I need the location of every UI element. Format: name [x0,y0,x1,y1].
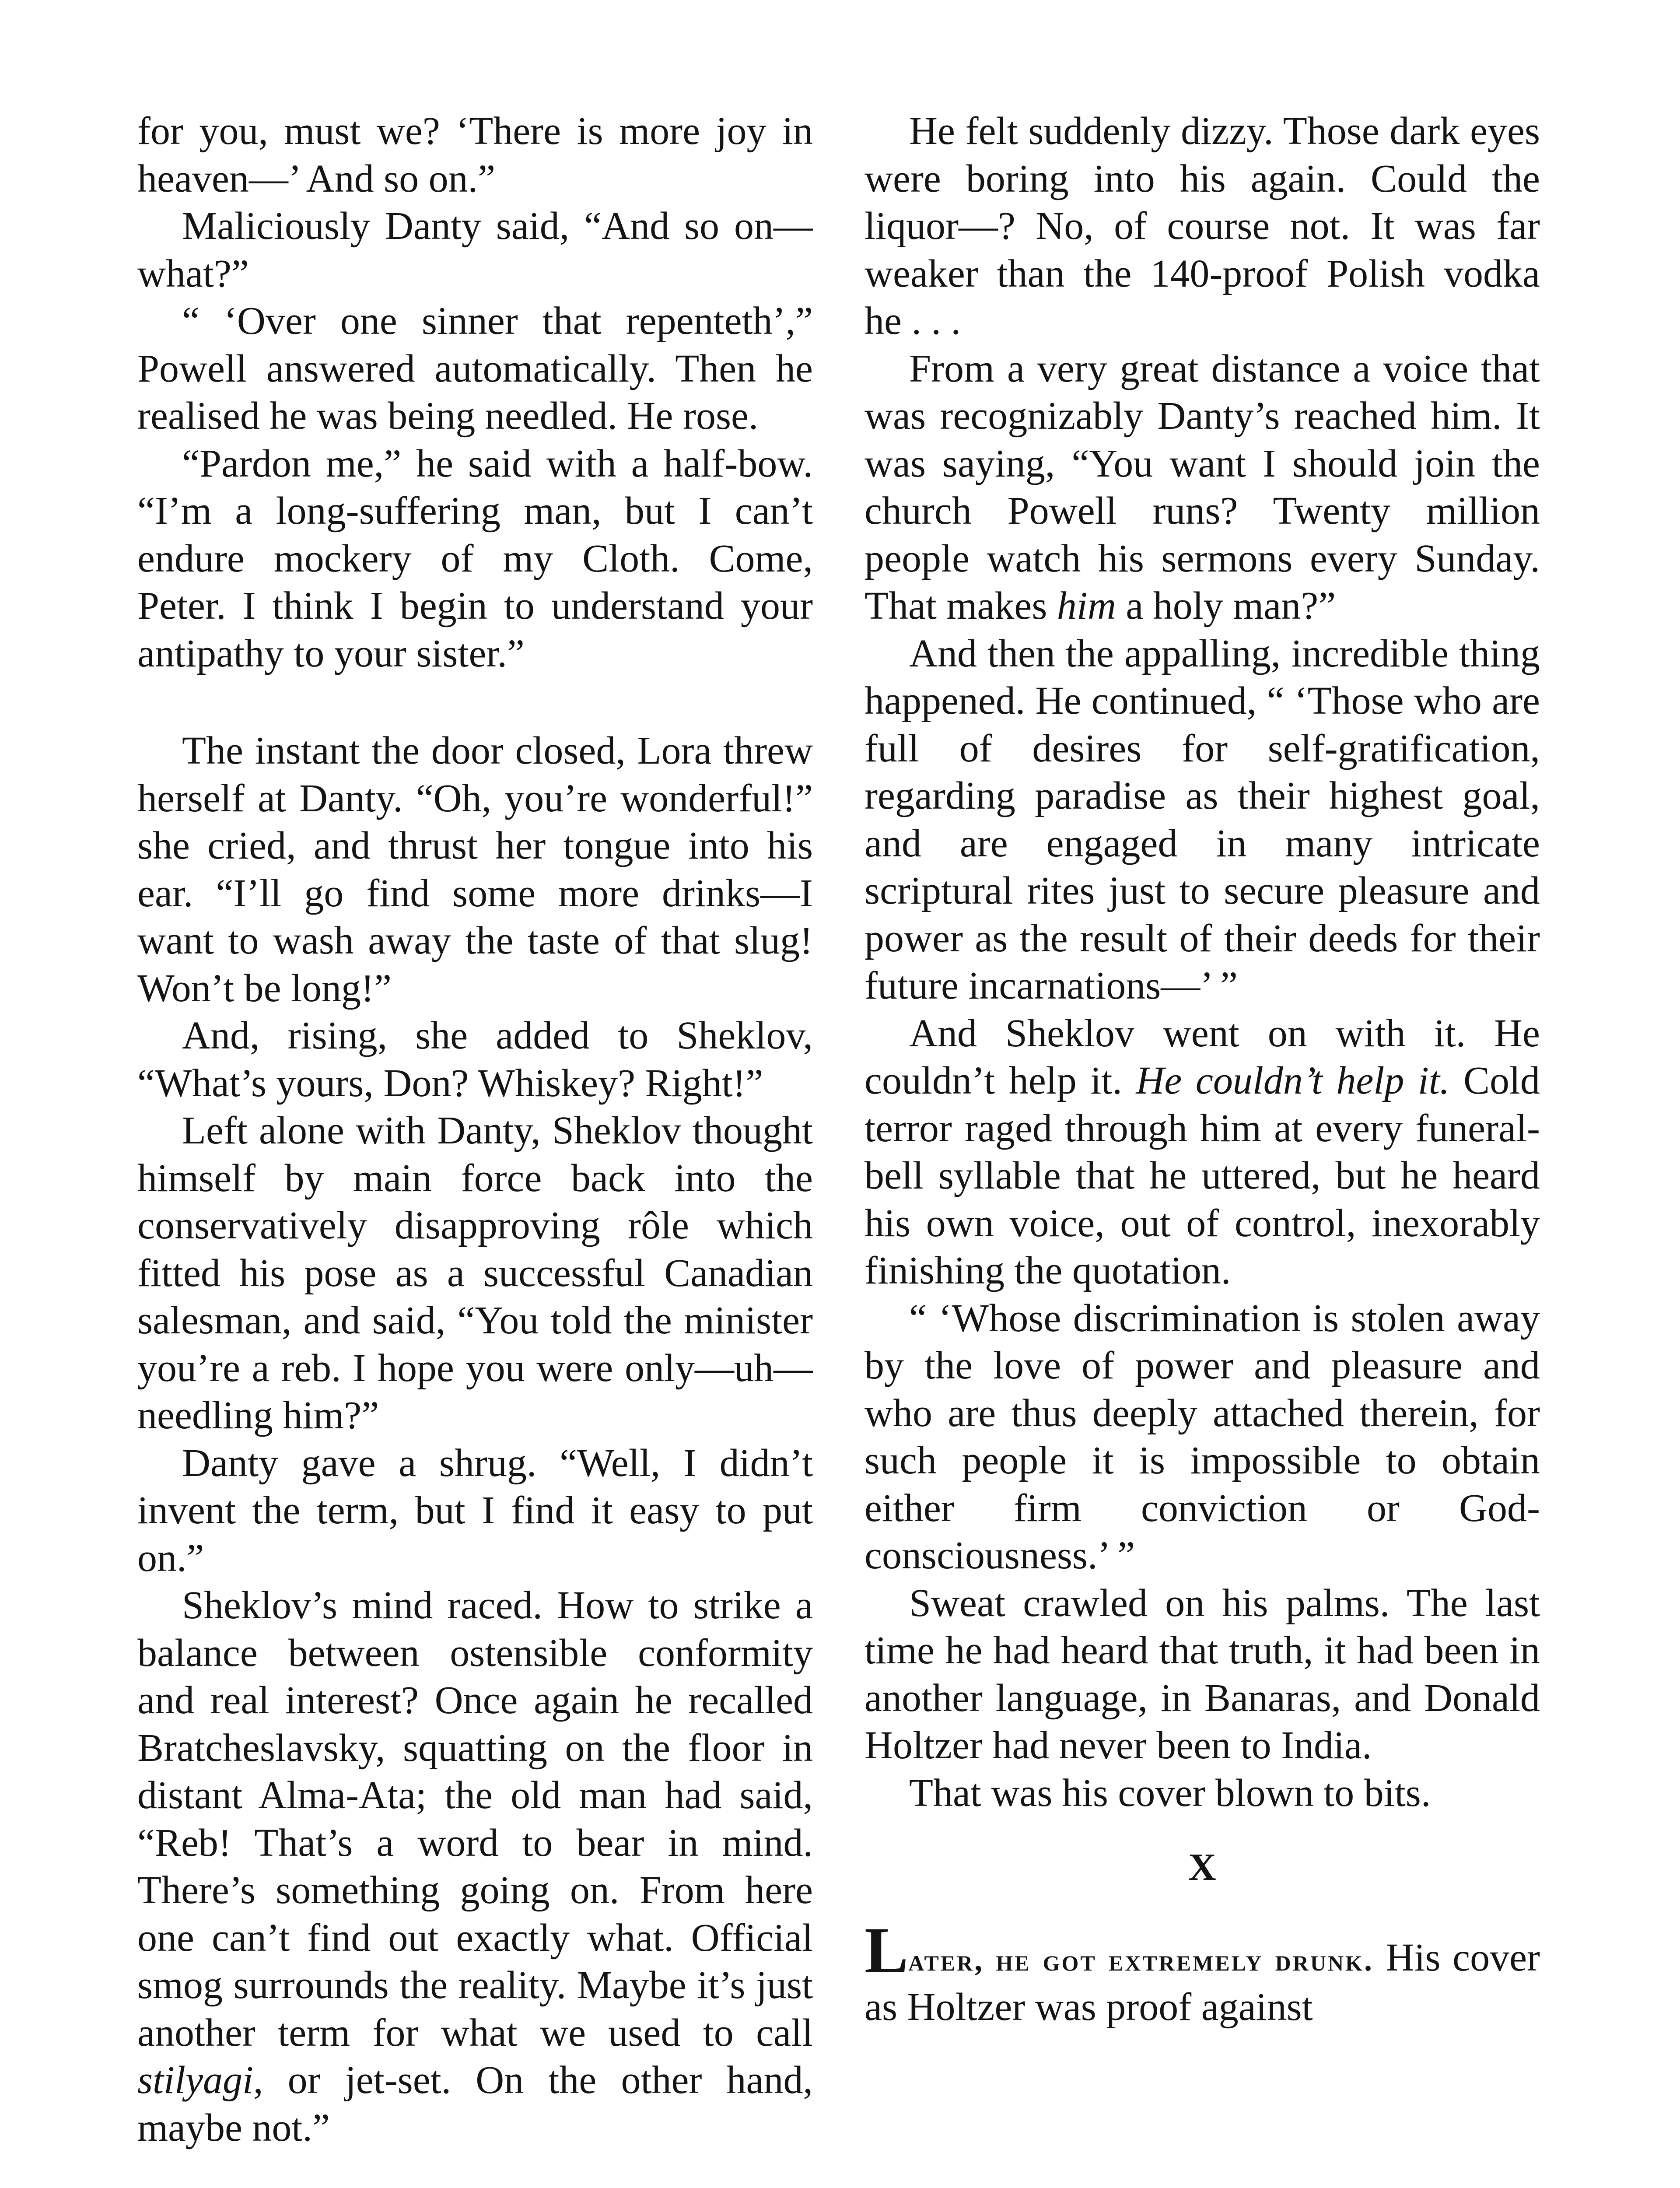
paragraph-text: , or jet-set. On the other hand, maybe not.” [137,2058,813,2149]
paragraph [864,1010,1540,1295]
paragraph: Sweat crawled on his palms. The last time he had heard that truth, it had been in another language, in Banaras, and Donald Holtzer had never been to India. [864,1581,1540,1767]
paragraph-text: His cover as Holtzer was proof against [864,1936,1540,2029]
section-heading: X [1188,1846,1216,1889]
right-column [864,108,1540,2188]
small-caps-lead: ater, he got extremely drunk. [908,1942,1374,1978]
scene-break [137,677,813,727]
paragraph: for you, must we? ‘There is more joy in heaven—’ And so on.” [137,109,813,200]
italic-word: him [1057,584,1116,628]
paragraph [864,1914,1540,2031]
paragraph: He felt suddenly dizzy. Those dark eyes were boring into his again. Could the liquor—? No, of course not. It was far weaker than the 140-proof Polish vodka he . . . [864,109,1540,343]
paragraph: That was his cover blown to bits. [909,1771,1431,1815]
italic-term: stilyagi [137,2058,253,2102]
paragraph-text: Cold terror raged through him at every funeral-bell syllable that he uttered, but he heard his own voice, out of control, inexorably finishing the quotation. [864,1059,1540,1292]
paragraph: Danty gave a shrug. “Well, I didn’t invent the term, but I find it easy to put on.” [137,1441,813,1580]
paragraph: And then the appalling, incredible thing happened. He continued, “ ‘Those who are full of desires for self-gratification, regarding paradise as their highest goal, and are engaged in many intricate scriptural rites just to secure pleasure and power as the result of their deeds for their future incarnations—’ ” [864,631,1540,1007]
paragraph-text: Sheklov’s mind raced. How to strike a balance between ostensible conformity and real interest? Once again he recalled Bratcheslavsky, squatting on the floor in distant Alma-Ata; the old man had said, “Reb! That’s a word to bear in mind. There’s something going on. From here one can’t find out exactly what. Official smog surrounds the reality. Maybe it’s just another term for what we used to call [137,1584,813,2055]
paragraph: “ ‘Over one sinner that repenteth’,” Powell answered automatically. Then he realised he was being needled. He rose. [137,299,813,438]
paragraph-text: a holy man?” [1116,584,1336,628]
paragraph: Maliciously Danty said, “And so on—what?” [137,204,813,295]
paragraph: “ ‘Whose discrimination is stolen away by the love of power and pleasure and who are thus deeply attached therein, for such people it is impossible to obtain either firm conviction or God-consciousness.’ ” [864,1296,1540,1577]
paragraph-text: And Sheklov went on with it. He couldn’t help it. [864,1011,1540,1102]
paragraph: Left alone with Danty, Sheklov thought himself by main force back into the conservatively disapproving rôle which fitted his pose as a successful Canadian salesman, and said, “You told the minister you’re a reb. I hope you were only—uh—needling him?” [137,1109,813,1437]
italic-sentence: He couldn’t help it. [1136,1059,1450,1102]
paragraph: The instant the door closed, Lora threw herself at Danty. “Oh, you’re wonderful!” she cried, and thrust her tongue into his ear. “I’ll go find some more drinks—I want to wash away the taste of that slug! Won’t be long!” [137,729,813,1010]
paragraph [864,345,1540,630]
left-column [137,108,813,2188]
paragraph: “Pardon me,” he said with a half-bow. “I’m a long-suffering man, but I can’t endure mockery of my Cloth. Come, Peter. I think I begin to understand your antipathy to your sister.” [137,442,813,675]
drop-cap: L [864,1914,909,1987]
paragraph [137,1582,813,2152]
paragraph-text: From a very great distance a voice that was recognizably Danty’s reached him. It was saying, “You want I should join the church Powell runs? Twenty million people watch his sermons every Sunday. That makes [864,347,1540,628]
paragraph: And, rising, she added to Sheklov, “What’s yours, Don? Whiskey? Right!” [137,1014,813,1105]
